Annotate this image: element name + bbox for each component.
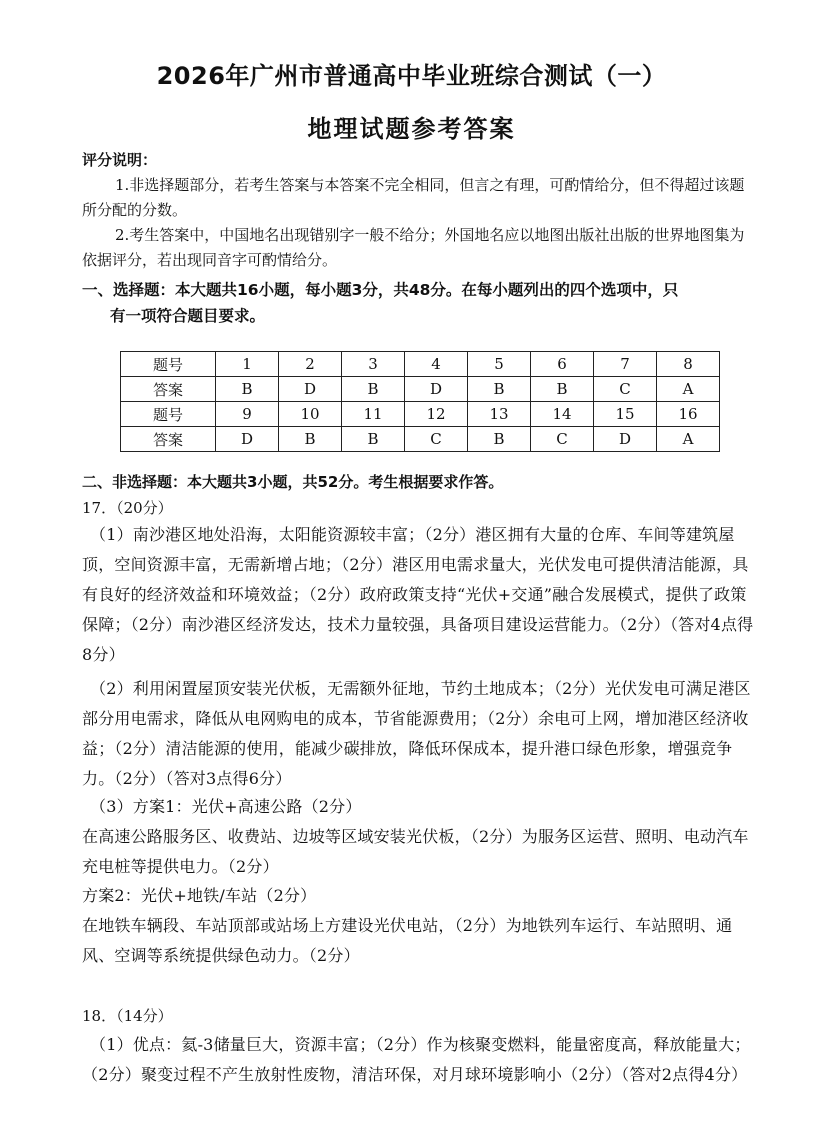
q17-part4-head: 方案2：光伏+地铁/车站（2分） <box>82 886 317 905</box>
table-cell: B <box>342 427 405 452</box>
table-cell: B <box>468 427 531 452</box>
grading-heading: 评分说明： <box>82 151 158 169</box>
section1-heading: 一、选择题：本大题共16小题，每小题3分，共48分。在每小题列出的四个选项中，只 <box>82 281 679 299</box>
table-cell: 10 <box>279 402 342 427</box>
table-cell: 11 <box>342 402 405 427</box>
q17-part1: （1）南沙港区地处沿海，太阳能资源较丰富；（2分）港区拥有大量的仓库、车间等建筑屋顶，空间资源丰富，无需新增占地；（2分）港区用电需求量大，光伏发电可提供清洁能源，具有良好的经济效益和环境效益；（2分）政府政策支持“光伏+交通”融合发展模式，提供了政策保障；（2分）南沙港区经济发达，技术力量较强，具备项目建设运营能力。（2分）（答对4点得8分） <box>82 525 754 664</box>
table-cell: B <box>342 377 405 402</box>
table-cell: 3 <box>342 352 405 377</box>
section1-heading-cont: 有一项符合题目要求。 <box>110 307 266 325</box>
table-row-label: 答案 <box>121 427 216 452</box>
table-cell: B <box>279 427 342 452</box>
table-cell: B <box>531 377 594 402</box>
table-cell: 15 <box>594 402 657 427</box>
table-cell: C <box>405 427 468 452</box>
table-cell: 4 <box>405 352 468 377</box>
page-title: 2026年广州市普通高中毕业班综合测试（一） <box>156 62 667 90</box>
q17-part3-head: （3）方案1：光伏+高速公路（2分） <box>90 797 362 816</box>
q17-part2: （2）利用闲置屋顶安装光伏板，无需额外征地，节约土地成本；（2分）光伏发电可满足港区部分用电需求，降低从电网购电的成本，节省能源费用；（2分）余电可上网，增加港区经济收益；（2分）清洁能源的使用，能减少碳排放，降低环保成本，提升港口绿色形象，增强竞争力。（2分）（答对3点得6分） <box>82 679 751 788</box>
table-cell: 13 <box>468 402 531 427</box>
table-cell: 12 <box>405 402 468 427</box>
table-row <box>121 402 720 427</box>
section2-heading: 二、非选择题：本大题共3小题，共52分。考生根据要求作答。 <box>82 473 504 491</box>
table-cell: D <box>405 377 468 402</box>
table-cell: 6 <box>531 352 594 377</box>
table-cell: 9 <box>216 402 279 427</box>
table-cell: D <box>279 377 342 402</box>
table-cell: A <box>657 377 720 402</box>
table-cell: 1 <box>216 352 279 377</box>
table-row <box>121 377 720 402</box>
q18-part1: （1）优点：氦-3储量巨大，资源丰富；（2分）作为核聚变燃料，能量密度高，释放能量大；（2分）聚变过程不产生放射性废物，清洁环保，对月球环境影响小（2分）（答对2点得4分） <box>82 1035 751 1084</box>
table-cell: 2 <box>279 352 342 377</box>
q17-part4-body: 在地铁车辆段、车站顶部或站场上方建设光伏电站，（2分）为地铁列车运行、车站照明、通风、空调等系统提供绿色动力。（2分） <box>82 916 733 965</box>
table-cell: C <box>594 377 657 402</box>
page-subtitle: 地理试题参考答案 <box>307 115 516 143</box>
table-cell: C <box>531 427 594 452</box>
table-row <box>121 352 720 377</box>
table-cell: 14 <box>531 402 594 427</box>
grading-note-2: 2.考生答案中，中国地名出现错别字一般不给分；外国地名应以地图出版社出版的世界地图集为依据评分，若出现同音字可酌情给分。 <box>82 226 745 269</box>
table-cell: B <box>216 377 279 402</box>
table-cell: 8 <box>657 352 720 377</box>
q17-header: 17．（20分） <box>82 499 173 517</box>
table-cell: A <box>657 427 720 452</box>
table-row <box>121 427 720 452</box>
table-cell: D <box>594 427 657 452</box>
grading-note-1: 1.非选择题部分，若考生答案与本答案不完全相同，但言之有理，可酌情给分，但不得超过该题所分配的分数。 <box>82 176 745 219</box>
table-row-label: 题号 <box>121 402 216 427</box>
table-cell: D <box>216 427 279 452</box>
q17-part3-body: 在高速公路服务区、收费站、边坡等区域安装光伏板，（2分）为服务区运营、照明、电动汽车充电桩等提供电力。（2分） <box>82 827 749 876</box>
answer-table <box>120 351 720 452</box>
table-row-label: 答案 <box>121 377 216 402</box>
table-cell: 7 <box>594 352 657 377</box>
q18-header: 18．（14分） <box>82 1007 173 1025</box>
table-row-label: 题号 <box>121 352 216 377</box>
table-cell: B <box>468 377 531 402</box>
table-cell: 5 <box>468 352 531 377</box>
table-cell: 16 <box>657 402 720 427</box>
